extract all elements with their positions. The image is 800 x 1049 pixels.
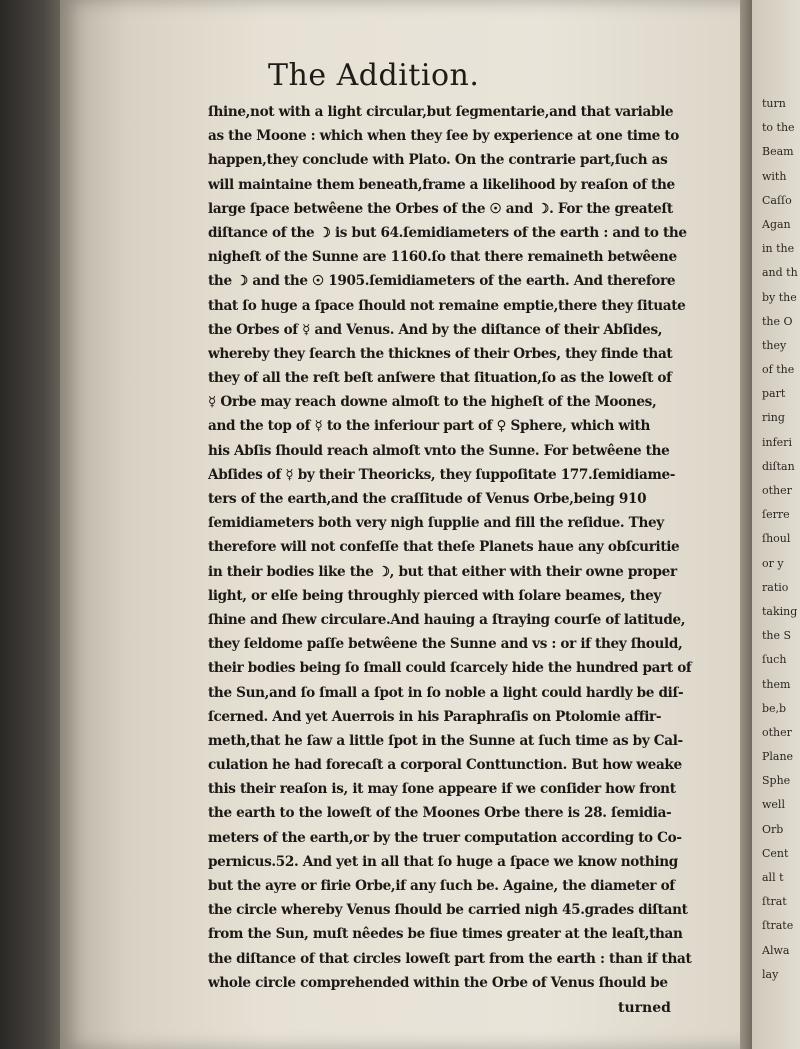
text-line: they ſeldome paſſe betwêene the Sunne and vs : or if they ſhould,: [208, 636, 683, 653]
text-line: culation he had forecaſt a corporal Conttunction. But how weake: [208, 757, 682, 774]
facing-page-fragment: diſtan: [762, 459, 795, 473]
facing-page-fragment: to the: [762, 121, 795, 135]
text-line: ſcerned. And yet Auerrois in his Paraphraſis on Ptolomie affir-: [208, 708, 662, 725]
facing-page-fragment: Beam: [762, 145, 794, 159]
text-line: ☿ Orbe may reach downe almoſt to the higheſt of the Moones,: [208, 394, 657, 411]
text-line: the Orbes of ☿ and Venus. And by the diſtance of their Abſides,: [208, 321, 663, 338]
facing-page-fragment: the S: [762, 629, 792, 643]
text-line: will maintaine them beneath,frame a likelihood by reaſon of the: [208, 176, 675, 193]
facing-page-fragment: ſhoul: [762, 532, 791, 546]
facing-page-fragment: and th: [762, 266, 798, 280]
facing-page-fragment: by the: [762, 290, 797, 304]
facing-page-fragment: Sphe: [762, 774, 791, 788]
text-line: but the ayre or firie Orbe,if any ſuch be. Againe, the diameter of: [208, 878, 675, 894]
facing-page-fragment: ſerre: [762, 508, 790, 522]
text-line: the circle whereby Venus ſhould be carried nigh 45.grades diſtant: [208, 902, 688, 919]
facing-page-fragment: of the: [762, 363, 795, 377]
text-line: meters of the earth,or by the truer computation according to Co-: [208, 829, 682, 846]
text-line: ſhine and ſhew circulare.And hauing a ſtraying courſe of latitude,: [208, 611, 686, 628]
facing-page-fragment: turn: [762, 97, 786, 110]
facing-page-fragment: Orb: [762, 822, 784, 836]
facing-page-fragment: Cent: [762, 846, 789, 860]
facing-page-fragment: Plane: [762, 750, 794, 764]
text-line: meth,that he ſaw a little ſpot in the Sunne at ſuch time as by Cal-: [208, 732, 683, 749]
facing-page-fragment: in the: [762, 242, 795, 256]
facing-page-fragment: all t: [762, 871, 784, 884]
facing-page-fragment: ſtrat: [762, 895, 787, 909]
text-line: the earth to the loweſt of the Moones Orbe there is 28. ſemidia-: [208, 805, 672, 822]
facing-page-fragment: lay: [762, 967, 779, 981]
facing-page-fragment: be,b: [762, 701, 787, 715]
text-line: whereby they ſearch the thicknes of their Orbes, they finde that: [208, 345, 673, 362]
facing-page-fragment: part: [762, 387, 786, 401]
catchword: turned: [618, 1000, 671, 1016]
text-line: whole circle comprehended within the Orbe of Venus ſhould be: [208, 974, 668, 991]
facing-page-fragment: inferi: [762, 435, 792, 449]
text-line: in their bodies like the ☽, but that either with their owne proper: [208, 563, 677, 580]
text-line: his Abſis ſhould reach almoſt vnto the Sunne. For betwêene the: [208, 442, 670, 459]
facing-page-fragment: ſuch: [762, 653, 787, 667]
facing-page-fragment: well: [762, 798, 785, 812]
text-line: Abſides of ☿ by their Theoricks, they ſuppoſitate 177.ſemidiame-: [208, 466, 676, 483]
text-line: diſtance of the ☽ is but 64.ſemidiameters of the earth : and to the: [208, 224, 687, 241]
text-line: light, or elſe being throughly pierced with ſolare beames, they: [208, 587, 661, 604]
text-line: from the Sun, muſt nêedes be fiue times greater at the leaſt,than: [208, 926, 683, 943]
facing-page-fragment: ſtrate: [762, 919, 794, 933]
text-line: the Sun,and ſo ſmall a ſpot in ſo noble a light could hardly be diſ-: [208, 684, 684, 701]
text-line: their bodies being ſo ſmall could ſcarcely hide the hundred part of: [208, 660, 692, 677]
text-line: pernicus.52. And yet in all that ſo huge a ſpace we know nothing: [208, 853, 678, 870]
facing-page-fragment: taking: [762, 604, 798, 618]
text-line: as the Moone : which when they ſee by experience at one time to: [208, 128, 679, 145]
text-line: happen,they conclude with Plato. On the contrarie part,ſuch as: [208, 152, 668, 169]
facing-page-fragment: other: [762, 484, 792, 497]
facing-page-fragment: ratio: [762, 580, 789, 594]
text-line: the diſtance of that circles loweſt part from the earth : than if that: [208, 950, 692, 967]
facing-page-fragment: Caſſo: [762, 193, 792, 207]
facing-page-fragment: Agan: [762, 217, 791, 231]
text-line: ſhine,not with a light circular,but ſegmentarie,and that variable: [208, 104, 674, 120]
text-line: ſemidiameters both very nigh ſupplie and fill the reſidue. They: [208, 515, 664, 532]
text-line: ters of the earth,and the craſſitude of Venus Orbe,being 910: [208, 491, 647, 507]
facing-page-fragment: they: [762, 338, 787, 352]
facing-page-fragments: [752, 92, 798, 987]
text-line: nigheſt of the Sunne are 1160.ſo that there remaineth betwêene: [208, 249, 677, 266]
text-line: the ☽ and the ☉ 1905.ſemidiameters of the earth. And therefore: [208, 273, 676, 290]
facing-page-edge: [752, 0, 800, 1049]
page-body-text: [208, 100, 743, 995]
facing-page-fragment: Alwa: [762, 943, 790, 957]
running-head: The Addition.: [268, 58, 480, 93]
facing-page-fragment: with: [762, 169, 787, 183]
facing-page-fragment: or y: [762, 556, 784, 570]
text-line: they of all the reſt beſt anſwere that ſituation,ſo as the loweſt of: [208, 370, 672, 387]
text-line: large ſpace betwêene the Orbes of the ☉ and ☽. For the greateſt: [208, 200, 673, 217]
text-line: and the top of ☿ to the inferiour part of ♀ Sphere, which with: [208, 418, 651, 435]
text-line: this their reaſon is, it may ſone appeare if we conſider how front: [208, 781, 676, 798]
text-line: that ſo huge a ſpace ſhould not remaine emptie,there they ſituate: [208, 297, 686, 314]
text-line: therefore will not confeſſe that theſe Planets haue any obſcuritie: [208, 539, 680, 556]
facing-page-fragment: the O: [762, 314, 793, 328]
facing-page-fragment: other: [762, 725, 792, 739]
facing-page-fragment: ring: [762, 411, 785, 425]
facing-page-fragment: them: [762, 677, 791, 691]
